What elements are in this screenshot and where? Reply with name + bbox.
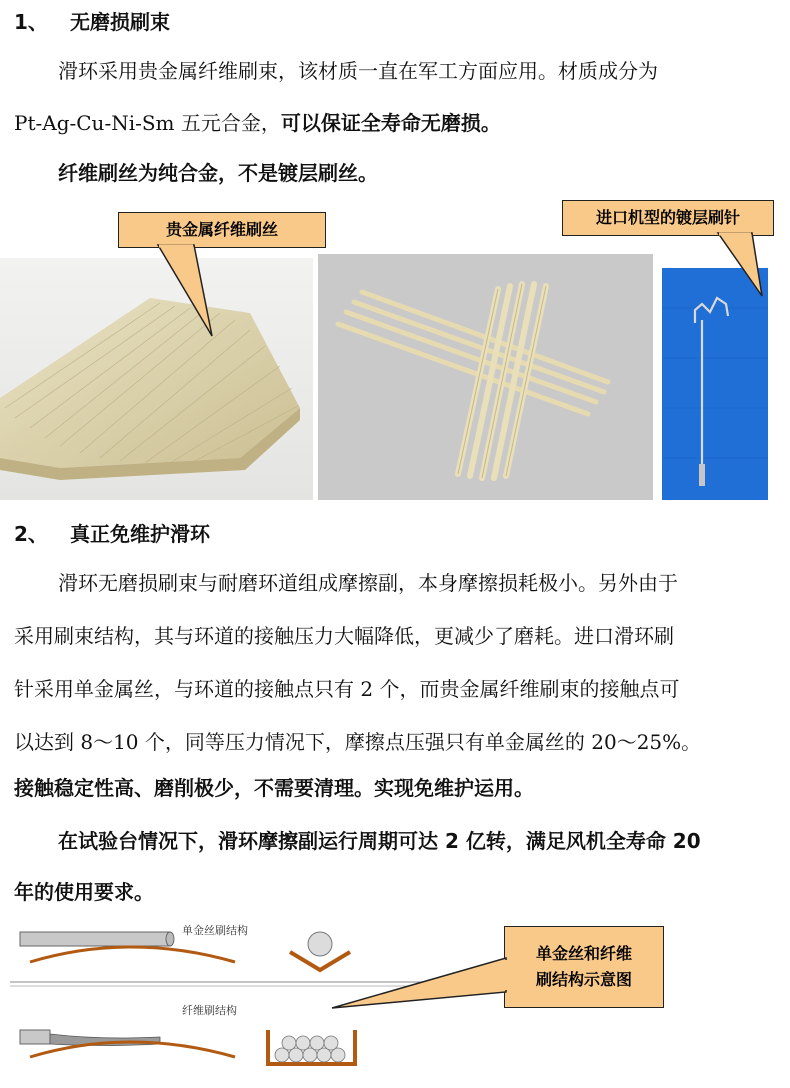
imported-pin-photo <box>662 268 768 500</box>
section1-number: 1、 <box>14 10 48 34</box>
section2-line4: 以达到 8～10 个，同等压力情况下，摩擦点压强只有单金属丝的 20～25%。 <box>14 730 702 754</box>
brush-pins-photo <box>318 254 653 500</box>
section2-line3: 针采用单金属丝，与环道的接触点只有 2 个，而贵金属纤维刷束的接触点可 <box>14 677 680 701</box>
section1-heading <box>14 6 414 34</box>
section2-test-line1: 在试验台情况下，滑环摩擦副运行周期可达 2 亿转，满足风机全寿命 20 <box>58 829 701 853</box>
callout-precious-metal-fiber-text: 贵金属纤维刷丝 <box>165 220 278 239</box>
no-wear-guarantee-text: 可以保证全寿命无磨损。 <box>280 111 501 135</box>
section2-bold-line: 接触稳定性高、磨削极少，不需要清理。实现免维护运用。 <box>14 776 534 800</box>
section2-heading <box>14 518 414 546</box>
callout-precious-metal-fiber <box>118 212 326 248</box>
diagram-label-fiber-brush: 纤维刷结构 <box>182 1004 237 1017</box>
callout-imported-coated-pin-text: 进口机型的镀层刷针 <box>595 208 740 227</box>
pure-alloy-statement: 纤维刷丝为纯合金，不是镀层刷丝。 <box>58 161 378 185</box>
section1-title: 无磨损刷束 <box>70 10 170 34</box>
callout-pointer-right <box>700 232 770 302</box>
callout-structure-diagram <box>504 926 664 1008</box>
callout-pointer-left <box>150 244 220 339</box>
callout-structure-diagram-line1: 单金丝和纤维 <box>535 944 632 963</box>
callout-structure-diagram-line2: 刷结构示意图 <box>535 970 632 989</box>
callout-imported-coated-pin <box>562 200 774 236</box>
section2-test-line2: 年的使用要求。 <box>14 880 154 904</box>
callout-pointer-diagram <box>330 956 508 1016</box>
alloy-composition-text: Pt-Ag-Cu-Ni-Sm 五元合金， <box>14 111 281 135</box>
section1-paragraph-line2 <box>14 110 501 137</box>
section2-line1: 滑环无磨损刷束与耐磨环道组成摩擦副，本身摩擦损耗极小。另外由于 <box>58 571 678 595</box>
section2-number: 2、 <box>14 522 48 546</box>
section1-paragraph-line1: 滑环采用贵金属纤维刷束，该材质一直在军工方面应用。材质成分为 <box>58 59 658 83</box>
diagram-label-single-wire: 单金丝刷结构 <box>182 924 248 937</box>
section2-title: 真正免维护滑环 <box>70 522 210 546</box>
section2-line2: 采用刷束结构，其与环道的接触压力大幅降低，更减少了磨耗。进口滑环刷 <box>14 624 674 648</box>
